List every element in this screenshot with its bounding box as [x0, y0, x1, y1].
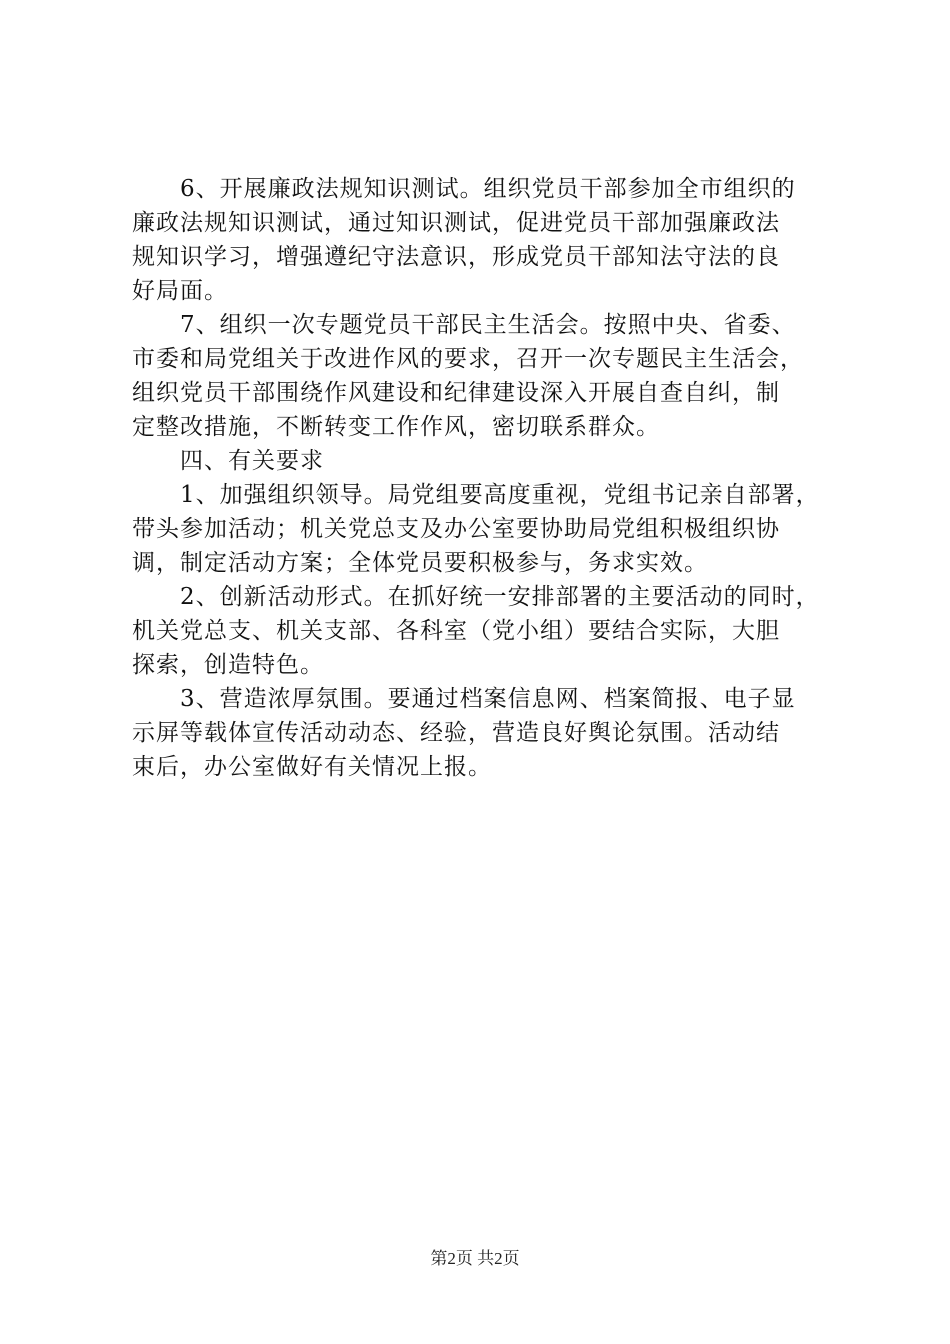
- text-line: 束后，办公室做好有关情况上报。: [132, 754, 492, 780]
- text-line: 2、创新活动形式。在抓好统一安排部署的主要活动的同时，: [180, 584, 820, 610]
- text-line: 3、营造浓厚氛围。要通过档案信息网、档案简报、电子显: [180, 686, 796, 712]
- text-line: 机关党总支、机关支部、各科室（党小组）要结合实际，大胆: [132, 618, 780, 644]
- text-line: 带头参加活动；机关党总支及办公室要协助局党组积极组织协: [132, 516, 780, 542]
- page-number-footer: 第2页 共2页: [430, 1249, 520, 1268]
- text-line: 示屏等载体宣传活动动态、经验，营造良好舆论氛围。活动结: [132, 720, 780, 746]
- text-line: 好局面。: [132, 278, 228, 304]
- text-line: 调，制定活动方案；全体党员要积极参与，务求实效。: [132, 550, 708, 576]
- text-line: 1、加强组织领导。局党组要高度重视，党组书记亲自部署，: [180, 482, 820, 508]
- text-line: 市委和局党组关于改进作风的要求，召开一次专题民主生活会，: [132, 346, 804, 372]
- text-line: 7、组织一次专题党员干部民主生活会。按照中央、省委、: [180, 312, 796, 338]
- text-line: 组织党员干部围绕作风建设和纪律建设深入开展自查自纠，制: [132, 380, 780, 406]
- text-line: 探索，创造特色。: [132, 652, 324, 678]
- text-line: 6、开展廉政法规知识测试。组织党员干部参加全市组织的: [180, 176, 796, 202]
- text-line: 定整改措施，不断转变工作作风，密切联系群众。: [132, 414, 660, 440]
- text-line: 规知识学习，增强遵纪守法意识，形成党员干部知法守法的良: [132, 244, 780, 270]
- document-body: [132, 172, 832, 784]
- text-line: 廉政法规知识测试，通过知识测试，促进党员干部加强廉政法: [132, 210, 780, 236]
- section-heading: 四、有关要求: [180, 448, 324, 474]
